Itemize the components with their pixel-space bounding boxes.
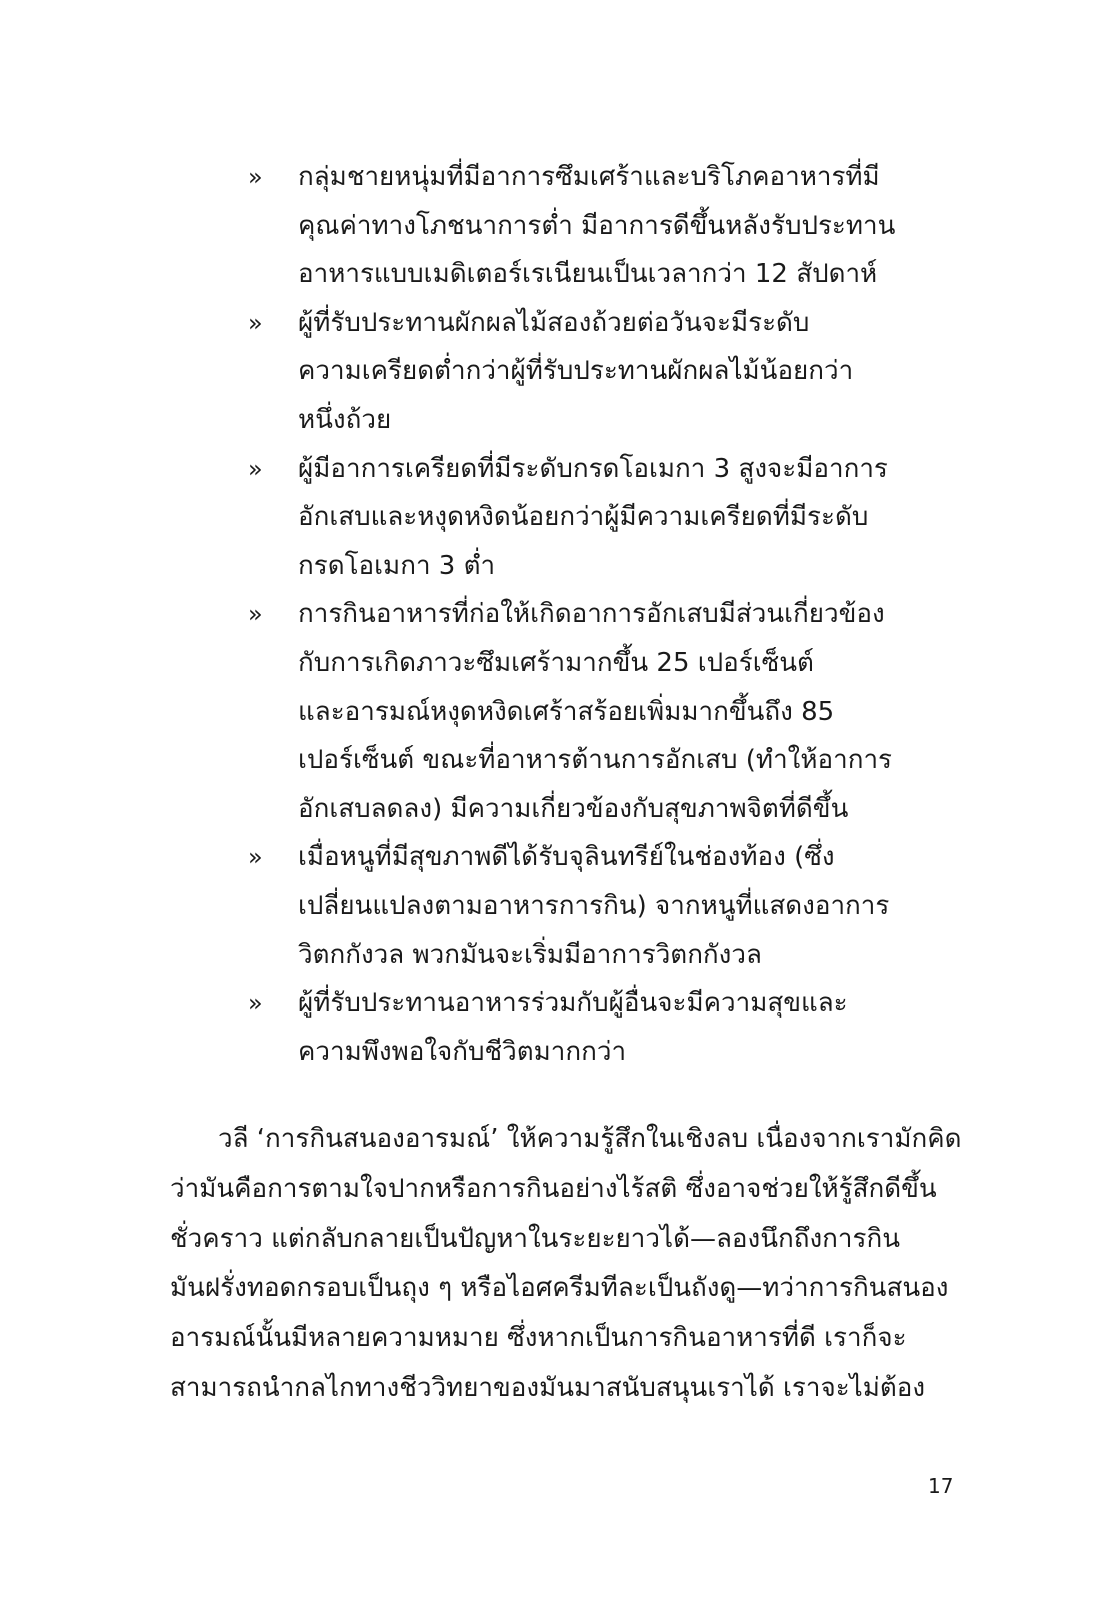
paragraph-line: ว่ามันคือการตามใจปากหรือการกินอย่างไร้สติ ซึ่งอาจช่วยให้รู้สึกดีขึ้น xyxy=(170,1173,937,1204)
page-number: 17 xyxy=(928,1474,954,1498)
paragraph-line: สามารถนำกลไกทางชีววิทยาของมันมาสนับสนุนเราได้ เราจะไม่ต้อง xyxy=(170,1373,926,1403)
bullet-text-line: อักเสบและหงุดหงิดน้อยกว่าผู้มีความเครียดที่มีระดับ xyxy=(298,502,869,533)
bullet-marker: » xyxy=(248,454,263,483)
bullet-text-line: เปลี่ยนแปลงตามอาหารการกิน) จากหนูที่แสดงอาการ xyxy=(298,891,890,921)
bullet-text-line: คุณค่าทางโภชนาการต่ำ มีอาการดีขึ้นหลังรับประทาน xyxy=(298,210,896,241)
bullet-text-line: อักเสบลดลง) มีความเกี่ยวข้องกับสุขภาพจิตที่ดีขึ้น xyxy=(298,793,849,824)
bullet-text-line: การกินอาหารที่ก่อให้เกิดอาการอักเสบมีส่วนเกี่ยวข้อง xyxy=(298,599,885,630)
paragraph-line: มันฝรั่งทอดกรอบเป็นถุง ๆ หรือไอศครีมทีละเป็นถังดู—ทว่าการกินสนอง xyxy=(170,1273,949,1304)
paragraph-line: ชั่วคราว แต่กลับกลายเป็นปัญหาในระยะยาวได้—ลองนึกถึงการกิน xyxy=(170,1223,900,1254)
bullet-text-line: เมื่อหนูที่มีสุขภาพดีได้รับจุลินทรีย์ในช่องท้อง (ซึ่ง xyxy=(298,842,835,873)
bullet-text-line: กับการเกิดภาวะซึมเศร้ามากขึ้น 25 เปอร์เซ็นต์ xyxy=(298,648,814,678)
bullet-marker: » xyxy=(248,600,263,629)
bullet-marker: » xyxy=(248,843,263,872)
bullet-text-line: และอารมณ์หงุดหงิดเศร้าสร้อยเพิ่มมากขึ้นถึง 85 xyxy=(298,696,835,727)
bullet-text-line: ความพึงพอใจกับชีวิตมากกว่า xyxy=(298,1036,627,1067)
bullet-text-line: กลุ่มชายหนุ่มที่มีอาการซึมเศร้าและบริโภคอาหารที่มี xyxy=(298,162,880,192)
bullet-marker: » xyxy=(248,163,263,191)
bullet-text-line: เปอร์เซ็นต์ ขณะที่อาหารต้านการอักเสบ (ทำให้อาการ xyxy=(298,745,893,776)
bullet-text-line: ความเครียดต่ำกว่าผู้ที่รับประทานผักผลไม้น้อยกว่า xyxy=(298,356,854,387)
bullet-text-line: ผู้มีอาการเครียดที่มีระดับกรดโอเมกา 3 สูงจะมีอาการ xyxy=(298,453,888,484)
bullet-text-line: ผู้ที่รับประทานอาหารร่วมกับผู้อื่นจะมีความสุขและ xyxy=(298,988,848,1019)
bullet-text-line: อาหารแบบเมดิเตอร์เรเนียนเป็นเวลากว่า 12 สัปดาห์ xyxy=(298,259,878,290)
bullet-text-line: วิตกกังวล พวกมันจะเริ่มมีอาการวิตกกังวล xyxy=(298,939,762,970)
bullet-text-line: หนึ่งถ้วย xyxy=(298,405,392,435)
bullet-text-line: กรดโอเมกา 3 ต่ำ xyxy=(298,550,496,581)
bullet-text-line: ผู้ที่รับประทานผักผลไม้สองถ้วยต่อวันจะมีระดับ xyxy=(298,307,810,338)
paragraph-line: วลี ‘การกินสนองอารมณ์’ ให้ความรู้สึกในเชิงลบ เนื่องจากเรามักคิด xyxy=(218,1124,962,1154)
bullet-marker: » xyxy=(248,308,263,337)
bullet-marker: » xyxy=(248,989,263,1018)
paragraph-line: อารมณ์นั้นมีหลายความหมาย ซึ่งหากเป็นการกินอาหารที่ดี เราก็จะ xyxy=(170,1323,907,1354)
